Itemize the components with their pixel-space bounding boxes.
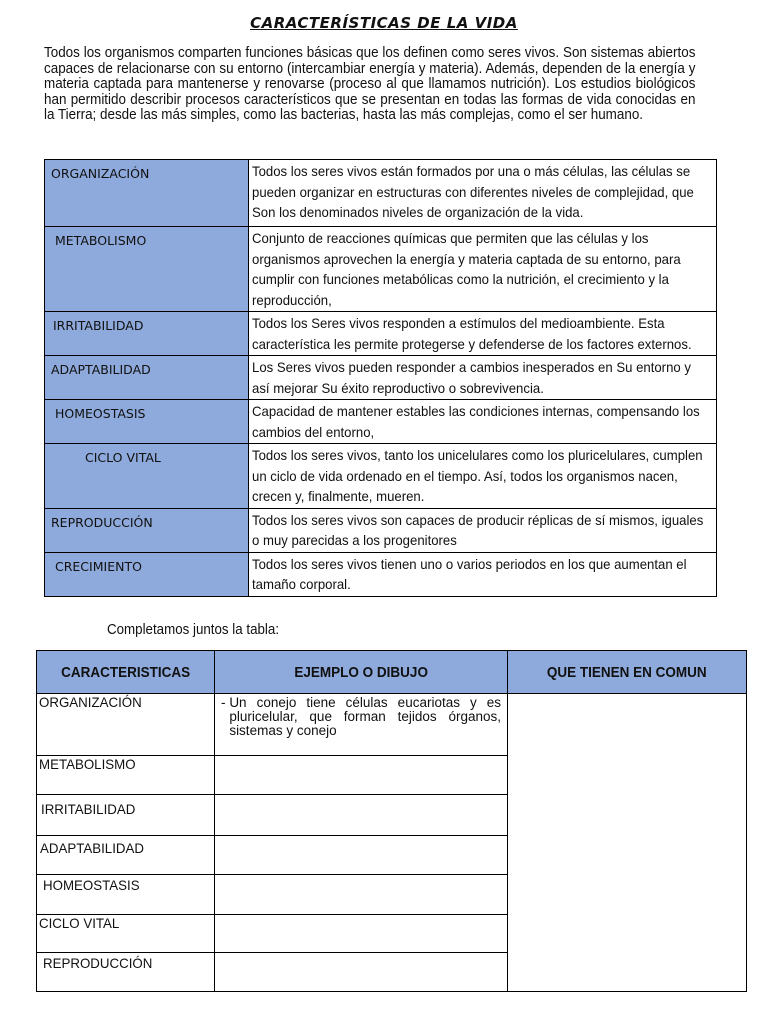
worksheet-label: HOMEOSTASIS [37, 875, 215, 915]
characteristic-description: Los Seres vivos pueden responder a cambios inesperados en Su entorno y así mejorar Su éxito reproductivo o sobrevivencia. [249, 356, 717, 400]
characteristic-description: Todos los seres vivos están formados por una o más células, las células se pueden organizar en estructuras con diferentes niveles de complejidad, que Son los denominados niveles de organización de la vida. [249, 160, 717, 227]
table-row [45, 160, 717, 227]
worksheet-example-cell[interactable] [215, 953, 508, 992]
characteristic-label: ORGANIZACIÓN [45, 160, 249, 227]
characteristic-description: Conjunto de reacciones químicas que permiten que las células y los organismos aprovechen la energía y materia captada de su entorno, para cumplir con funciones metabólicas como la nutrición, el crecimiento y la reproducción, [249, 227, 717, 312]
worksheet-example: Un conejo tiene células eucariotas y es pluricelular, que forman tejidos órganos, sistemas y conejo [229, 695, 501, 738]
table-row [45, 400, 717, 444]
characteristic-description: Todos los seres vivos son capaces de producir réplicas de sí mismos, iguales o muy parecidas a los progenitores [249, 508, 717, 552]
intro-paragraph: Todos los organismos comparten funciones básicas que los definen como seres vivos. Son sistemas abiertos capaces de relacionarse con su entorno (intercambiar energía y materia). Además, dependen de la energía y materia captada para mantenerse y renovarse (proceso al que llamamos nutrición). Los estudios biológicos han permitido describir procesos característicos que se presentan en todas las formas de vida conocidas en la Tierra; desde las más simples, como las bacterias, hasta las más complejas, como el ser humano. [44, 45, 696, 123]
worksheet-example-cell[interactable] [215, 694, 508, 756]
worksheet-example-cell[interactable] [215, 875, 508, 915]
table-row [45, 227, 717, 312]
page-title: CARACTERÍSTICAS DE LA VIDA [250, 14, 518, 32]
worksheet-example-cell[interactable] [215, 836, 508, 875]
characteristic-description: Todos los seres vivos, tanto los unicelulares como los pluricelulares, cumplen un ciclo de vida ordenado en el tiempo. Así, todos los organismos nacen, crecen y, finalmente, mueren. [249, 444, 717, 509]
characteristic-label: REPRODUCCIÓN [45, 508, 249, 552]
worksheet-label: ADAPTABILIDAD [37, 836, 215, 875]
characteristic-label: ADAPTABILIDAD [45, 356, 249, 400]
characteristic-description: Capacidad de mantener estables las condiciones internas, compensando los cambios del entorno, [249, 400, 717, 444]
header-characteristics: CARACTERISTICAS [37, 651, 215, 694]
table-row [45, 508, 717, 552]
characteristic-label: CRECIMIENTO [45, 552, 249, 596]
worksheet-example-cell[interactable] [215, 795, 508, 836]
worksheet-common-cell[interactable] [508, 694, 747, 992]
worksheet-label: IRRITABILIDAD [37, 795, 215, 836]
worksheet-table [36, 650, 747, 992]
table-row [45, 356, 717, 400]
characteristic-label: METABOLISMO [45, 227, 249, 312]
characteristic-description: Todos los seres vivos tienen uno o varios periodos en los que aumentan el tamaño corporal. [249, 552, 717, 596]
table-row [37, 694, 747, 756]
worksheet-caption: Completamos juntos la tabla: [107, 622, 280, 638]
characteristic-label: HOMEOSTASIS [45, 400, 249, 444]
header-common: QUE TIENEN EN COMUN [508, 651, 747, 694]
characteristic-label: IRRITABILIDAD [45, 312, 249, 356]
table-row [45, 312, 717, 356]
worksheet-header-row [37, 651, 747, 694]
header-example: EJEMPLO O DIBUJO [215, 651, 508, 694]
table-row [45, 552, 717, 596]
worksheet-label: REPRODUCCIÓN [37, 953, 215, 992]
table-row [45, 444, 717, 509]
worksheet-label: ORGANIZACIÓN [37, 694, 215, 756]
characteristic-description: Todos los Seres vivos responden a estímulos del medioambiente. Esta característica les permite protegerse y defenderse de los factores externos. [249, 312, 717, 356]
worksheet-example-cell[interactable] [215, 756, 508, 795]
worksheet-label: METABOLISMO [37, 756, 215, 795]
worksheet-label: CICLO VITAL [37, 915, 215, 953]
bullet-dash: - [221, 695, 226, 710]
worksheet-example-cell[interactable] [215, 915, 508, 953]
characteristics-table [44, 159, 717, 597]
characteristic-label: CICLO VITAL [45, 444, 249, 509]
